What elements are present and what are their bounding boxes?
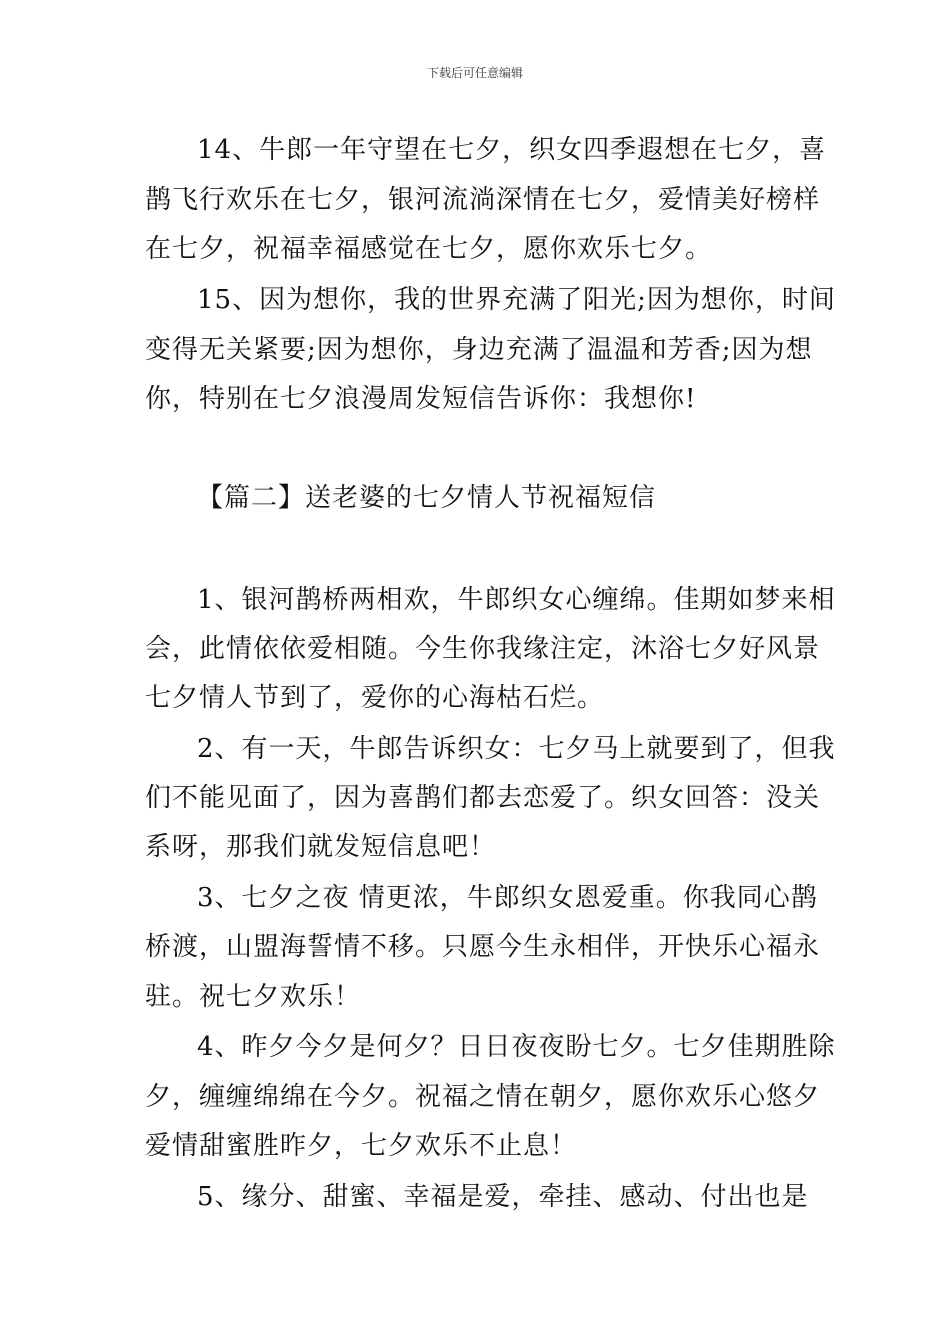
section-title: 【篇二】送老婆的七夕情人节祝福短信: [197, 483, 657, 513]
para-14-line-1: 14、牛郎一年守望在七夕，织女四季遐想在七夕，喜: [197, 135, 827, 165]
para-3-line-2: 桥渡，山盟海誓情不移。只愿今生永相伴，开快乐心福永: [145, 932, 821, 962]
para-2-line-3: 系呀，那我们就发短信息吧！: [145, 832, 497, 862]
para-15-line-3: 你，特别在七夕浪漫周发短信告诉你：我想你!: [145, 384, 697, 414]
para-15-line-1: 15、因为想你，我的世界充满了阳光;因为想你，时间: [197, 285, 836, 315]
para-1-line-1: 1、银河鹊桥两相欢，牛郎织女心缠绵。佳期如梦来相: [197, 585, 836, 615]
page-header: 下载后可任意编辑: [426, 66, 523, 80]
para-1-line-3: 七夕情人节到了，爱你的心海枯石烂。: [145, 683, 605, 713]
para-14-line-3: 在七夕，祝福幸福感觉在七夕，愿你欢乐七夕。: [145, 234, 713, 264]
para-1-line-2: 会，此情依依爱相随。今生你我缘注定，沐浴七夕好风景: [145, 634, 821, 664]
para-4-line-3: 爱情甜蜜胜昨夕，七夕欢乐不止息！: [145, 1131, 578, 1161]
para-4-line-2: 夕，缠缠绵绵在今夕。祝福之情在朝夕，愿你欢乐心悠夕: [145, 1082, 821, 1112]
para-5-line-1: 5、缘分、甜蜜、幸福是爱，牵挂、感动、付出也是: [197, 1182, 809, 1212]
para-3-line-1: 3、七夕之夜 情更浓，牛郎织女恩爱重。你我同心鹊: [197, 883, 818, 913]
para-4-line-1: 4、昨夕今夕是何夕？日日夜夜盼七夕。七夕佳期胜除: [197, 1032, 836, 1062]
para-2-line-1: 2、有一天，牛郎告诉织女：七夕马上就要到了，但我: [197, 734, 836, 764]
para-3-line-3: 驻。祝七夕欢乐！: [145, 982, 362, 1012]
para-2-line-2: 们不能见面了，因为喜鹊们都去恋爱了。织女回答：没关: [145, 783, 821, 813]
para-14-line-2: 鹊飞行欢乐在七夕，银河流淌深情在七夕，爱情美好榜样: [145, 185, 821, 215]
para-15-line-2: 变得无关紧要;因为想你，身边充满了温温和芳香;因为想: [145, 335, 813, 365]
